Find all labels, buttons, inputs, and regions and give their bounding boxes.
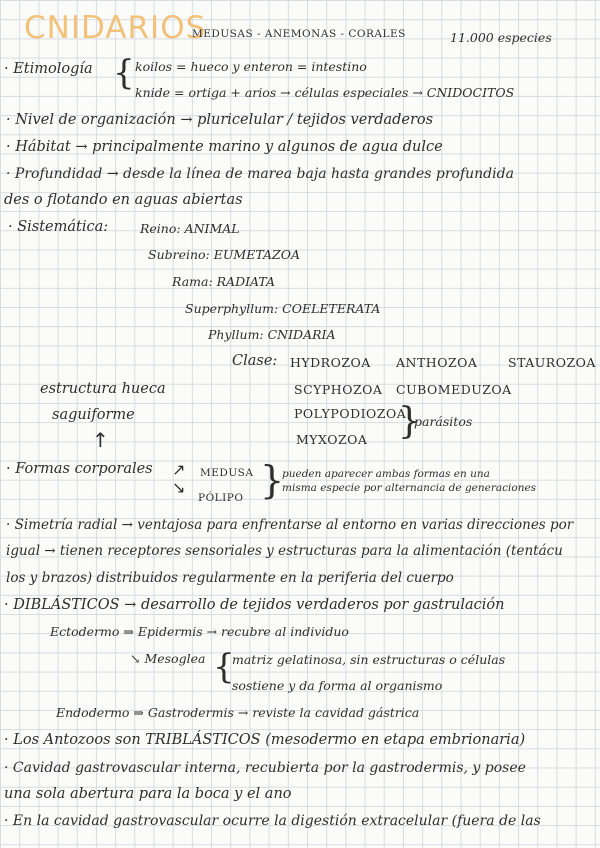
form-medusa: MEDUSA — [200, 467, 254, 479]
subkingdom: Subreino: EUMETAZOA — [148, 247, 300, 262]
etymology-label: · Etimología — [4, 61, 93, 77]
ectoderm: Ectodermo ⇒ Epidermis → recubre al individuo — [50, 624, 349, 639]
etymology-line-2: knide = ortiga + arios → células especiales → CNIDOCITOS — [135, 85, 515, 100]
mesoglea-brace: { — [213, 647, 235, 687]
depth-line-1: · Profundidad → desde la línea de marea baja hasta grandes profundida — [6, 166, 514, 182]
form-polipo: PÓLIPO — [198, 492, 244, 504]
superphyllum: Superphyllum: COELETERATA — [185, 301, 381, 316]
digestion-line: · En la cavidad gastrovascular ocurre la digestión extracelular (fuera de las — [4, 813, 541, 829]
symmetry-line-3: los y brazos) distribuidos regularmente en la periferia del cuerpo — [6, 570, 454, 586]
diblastic-line: · DIBLÁSTICOS → desarrollo de tejidos verdaderos por gastrulación — [4, 597, 505, 613]
structure-note-2: saguiforme — [52, 407, 135, 423]
subtitle: MEDUSAS - ANEMONAS - CORALES — [192, 28, 406, 40]
mesoglea-note-2: sostiene y da forma al organismo — [232, 678, 443, 693]
branch-arrow-icon-2: ↘ — [172, 478, 186, 497]
forms-note-2: misma especie por alternancia de generaciones — [282, 482, 537, 494]
etymology-line-1: koilos = hueco y enteron = intestino — [135, 59, 367, 74]
cavity-line-2: una sola abertura para la boca y el ano — [4, 786, 292, 802]
etymology-brace: { — [113, 53, 135, 93]
organization-level: · Nivel de organización → pluricelular / tejidos verdaderos — [6, 112, 434, 128]
class-cubomeduzoa: CUBOMEDUZOA — [396, 382, 512, 397]
symmetry-line-1: · Simetría radial → ventajosa para enfrentarse al entorno en varias direcciones por — [6, 517, 574, 533]
species-count: 11.000 especies — [450, 30, 552, 45]
mesoglea-note-1: matriz gelatinosa, sin estructuras o células — [232, 652, 506, 667]
body-forms-label: · Formas corporales — [6, 461, 153, 477]
parasites-note: parásitos — [414, 414, 473, 429]
endoderm: Endodermo ⇒ Gastrodermis → reviste la cavidad gástrica — [56, 705, 420, 720]
symmetry-line-2: igual → tienen receptores sensoriales y estructuras para la alimentación (tentácu — [6, 543, 563, 559]
class-label: Clase: — [232, 353, 278, 369]
class-anthozoa: ANTHOZOA — [396, 355, 478, 370]
branch-arrow-icon: ↗ — [172, 460, 186, 479]
habitat: · Hábitat → principalmente marino y algunos de agua dulce — [6, 139, 443, 155]
class-polypodiozoa: POLYPODIOZOA — [294, 406, 407, 421]
forms-brace: } — [260, 458, 285, 502]
class-myxozoa: MYXOZOA — [296, 432, 368, 447]
depth-line-2: des o flotando en aguas abiertas — [4, 192, 243, 208]
structure-note-1: estructura hueca — [40, 381, 166, 397]
up-arrow-icon: ↑ — [92, 428, 109, 452]
parasites-brace: } — [398, 401, 421, 442]
cavity-line-1: · Cavidad gastrovascular interna, recubierta por la gastrodermis, y posee — [4, 760, 526, 776]
class-hydrozoa: HYDROZOA — [290, 355, 371, 370]
class-staurozoa: STAUROZOA — [508, 355, 596, 370]
page-title: CNIDARIOS — [24, 10, 207, 46]
class-scyphozoa: SCYPHOZOA — [294, 382, 383, 397]
phyllum: Phyllum: CNIDARIA — [208, 327, 336, 342]
branch: Rama: RADIATA — [172, 274, 276, 289]
systematics-label: · Sistemática: — [8, 219, 109, 235]
anthozoa-triblastic: · Los Antozoos son TRIBLÁSTICOS (mesodermo en etapa embrionaria) — [4, 732, 526, 748]
kingdom: Reino: ANIMAL — [140, 221, 240, 236]
mesoglea-label: ↘ Mesoglea — [130, 651, 206, 666]
forms-note-1: pueden aparecer ambas formas en una — [282, 468, 490, 480]
